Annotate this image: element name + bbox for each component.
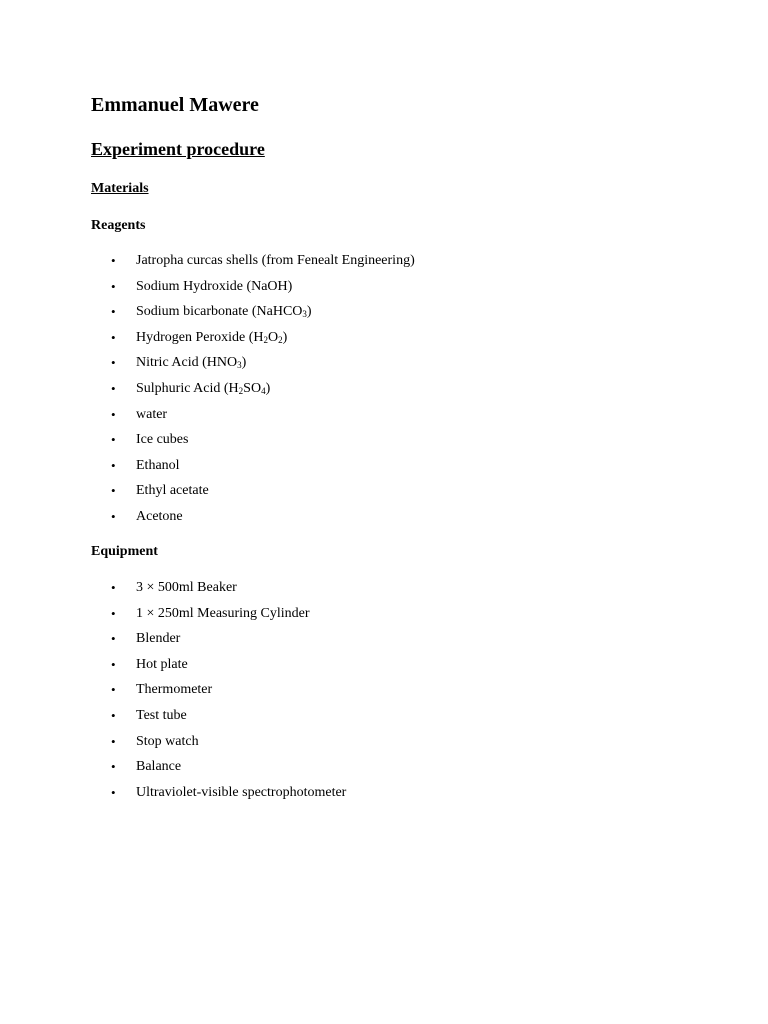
reagent-item: Ice cubes — [136, 432, 189, 448]
equipment-item: Hot plate — [136, 656, 188, 672]
bullet-icon: • — [111, 631, 116, 647]
bullet-icon: • — [111, 483, 116, 499]
equipment-item: Blender — [136, 631, 181, 647]
bullet-icon: • — [111, 278, 116, 294]
bullet-icon: • — [111, 759, 116, 775]
formula-text: SO — [243, 380, 262, 396]
formula-subscript: 2 — [263, 334, 269, 345]
bullet-icon: • — [111, 682, 116, 698]
bullet-icon: • — [111, 329, 116, 345]
equipment-item: 3 × 500ml Beaker — [136, 580, 237, 595]
equipment-item: Thermometer — [136, 682, 213, 698]
bullet-icon: • — [111, 380, 116, 396]
reagent-item: Ethyl acetate — [136, 483, 209, 499]
page-title: Experiment procedure — [91, 139, 265, 159]
formula-subscript: 4 — [261, 385, 266, 396]
formula-text: ) — [241, 355, 247, 371]
equipment-item: 1 × 250ml Measuring Cylinder — [136, 605, 310, 621]
formula-text: Nitric Acid (HNO — [136, 355, 238, 371]
reagent-item: water — [136, 406, 168, 422]
bullet-icon: • — [111, 432, 116, 448]
equipment-item: Ultraviolet-visible spectrophotometer — [136, 784, 347, 800]
bullet-icon: • — [111, 304, 116, 320]
reagent-item — [136, 301, 312, 323]
formula-subscript: 3 — [302, 309, 307, 320]
equipment-item: Balance — [136, 759, 182, 775]
reagent-item — [136, 327, 287, 349]
bullet-icon: • — [111, 355, 116, 371]
formula-text: ) — [265, 380, 271, 396]
bullet-icon: • — [111, 253, 116, 268]
formula-text: Sulphuric Acid (H — [136, 380, 239, 396]
equipment-item: Stop watch — [136, 733, 199, 749]
reagent-item: Acetone — [136, 508, 183, 524]
bullet-icon: • — [111, 656, 116, 672]
formula-subscript: 2 — [278, 334, 283, 345]
formula-subscript: 3 — [237, 360, 242, 371]
equipment-item: Test tube — [136, 707, 187, 723]
bullet-icon: • — [111, 733, 116, 749]
bullet-icon: • — [111, 406, 116, 422]
formula-text: Sodium bicarbonate (NaHCO — [136, 304, 303, 320]
formula-subscript: 2 — [238, 385, 244, 396]
subheading-equipment: Equipment — [91, 544, 158, 559]
reagent-item: Jatropha curcas shells (from Fenealt Engineering) — [136, 253, 415, 268]
reagent-item: Ethanol — [136, 457, 180, 473]
bullet-icon: • — [111, 580, 116, 595]
reagent-item — [136, 378, 270, 400]
bullet-icon: • — [111, 707, 116, 723]
author-name: Emmanuel Mawere — [91, 94, 259, 116]
formula-text: O — [268, 329, 279, 345]
bullet-icon: • — [111, 784, 116, 800]
formula-text: ) — [306, 304, 312, 320]
bullet-icon: • — [111, 508, 116, 524]
formula-text: ) — [282, 329, 288, 345]
bullet-icon: • — [111, 605, 116, 621]
section-heading-materials: Materials — [91, 181, 149, 196]
reagent-item: Sodium Hydroxide (NaOH) — [136, 278, 293, 294]
bullet-icon: • — [111, 457, 116, 473]
reagent-item — [136, 352, 246, 374]
subheading-reagents: Reagents — [91, 218, 146, 233]
formula-text: Hydrogen Peroxide (H — [136, 329, 264, 345]
